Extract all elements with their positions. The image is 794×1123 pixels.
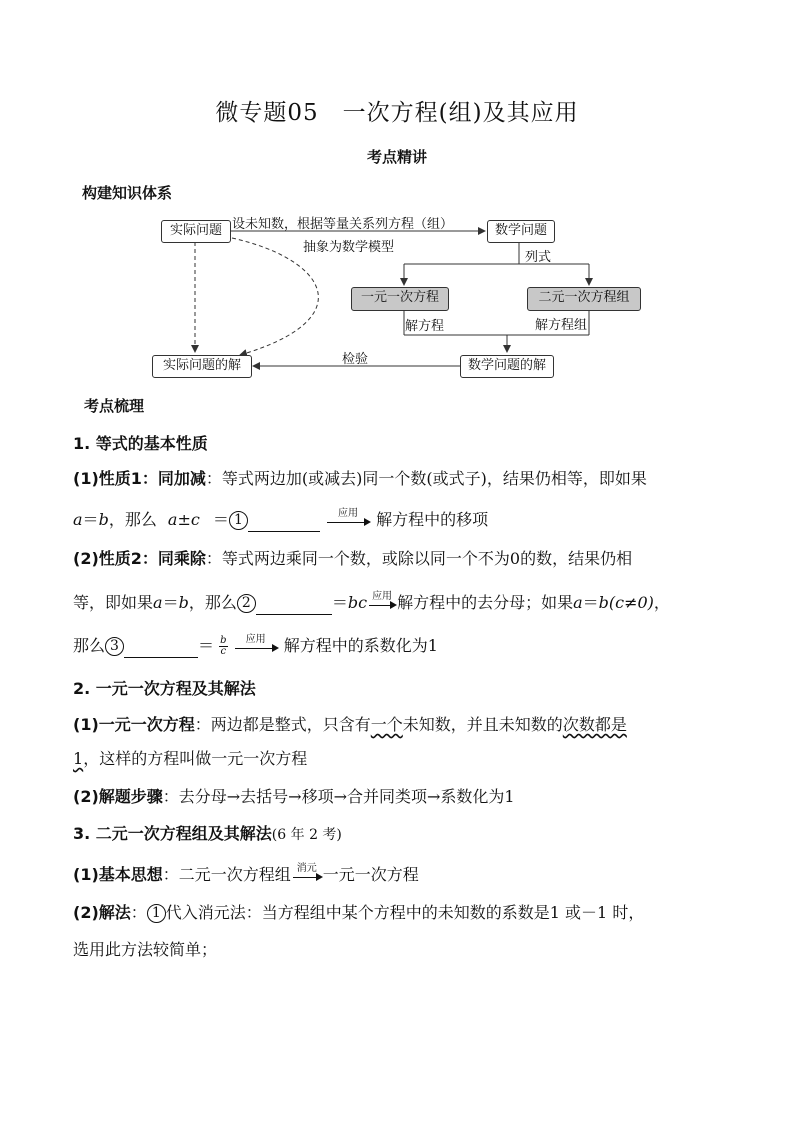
s3-heading: 3. 二元一次方程组及其解法 bbox=[73, 824, 272, 843]
s2-p2-head: (2)解题步骤 bbox=[73, 787, 163, 806]
knowledge-heading: 构建知识体系 bbox=[82, 184, 173, 202]
node-actual-problem: 实际问题 bbox=[161, 220, 231, 243]
s1-p1-text: ：等式两边加(或减去)同一个数(或式子)，结果仍相等，即如果 bbox=[205, 469, 647, 488]
arrow-label: 应用 bbox=[338, 507, 359, 519]
apply-arrow-icon bbox=[325, 507, 371, 532]
text: 代入消元法：当方程组中某个方程中的未知数的系数是1 或－1 时， bbox=[165, 903, 645, 922]
node-math-problem: 数学问题 bbox=[487, 220, 555, 243]
label-list: 列式 bbox=[525, 250, 552, 265]
text: 一元一次方程 bbox=[322, 865, 419, 884]
text: ：二元一次方程组 bbox=[162, 865, 291, 884]
s1-p1-line1 bbox=[73, 466, 647, 489]
apply-arrow-icon bbox=[367, 590, 397, 615]
text: ： bbox=[130, 903, 147, 922]
s3-heading-row bbox=[73, 821, 342, 844]
text: 等，即如果 bbox=[73, 593, 154, 612]
equals-sign: ＝ bbox=[198, 636, 215, 655]
equals-sign: ＝ bbox=[331, 593, 348, 612]
fill-blank-2[interactable] bbox=[256, 596, 332, 615]
arrow-label: 应用 bbox=[245, 633, 266, 645]
s2-p1-head: (1)一元一次方程 bbox=[73, 715, 195, 734]
label-setup: 设未知数，根据等量关系列方程（组） bbox=[232, 217, 454, 232]
s1-p1-line2 bbox=[73, 507, 488, 532]
var-a: a bbox=[73, 510, 83, 529]
s2-heading: 2. 一元一次方程及其解法 bbox=[73, 679, 256, 698]
node-linear-system: 二元一次方程组 bbox=[527, 287, 641, 311]
then-text: ，那么 bbox=[188, 593, 237, 612]
equals-sign: ＝ bbox=[582, 593, 599, 612]
node-actual-solution: 实际问题的解 bbox=[152, 355, 252, 378]
blank-number-3: 3 bbox=[105, 637, 124, 656]
emphasis-text: 次数都是 bbox=[562, 715, 627, 734]
var-b: b bbox=[98, 510, 109, 529]
text: 那么 bbox=[73, 636, 106, 655]
expr-a-pm-c: a±c bbox=[167, 510, 200, 529]
expr-bc: bc bbox=[347, 593, 368, 612]
text: ：去分母→去括号→移项→合并同类项→系数化为1 bbox=[162, 787, 515, 806]
var-b: b bbox=[178, 593, 189, 612]
blank-number-2: 2 bbox=[237, 594, 256, 613]
s1-p1-head: (1)性质1：同加减 bbox=[73, 469, 206, 488]
var-a: a bbox=[573, 593, 583, 612]
node-linear-equation: 一元一次方程 bbox=[351, 287, 449, 311]
s3-p2-head: (2)解法 bbox=[73, 903, 131, 922]
s1-heading: 1. 等式的基本性质 bbox=[73, 434, 208, 453]
equals-sign: ＝ bbox=[212, 510, 229, 529]
text: 解方程中的去分母；如果 bbox=[397, 593, 574, 612]
s3-p1-head: (1)基本思想 bbox=[73, 865, 163, 884]
section-subtitle: 考点精讲 bbox=[366, 148, 427, 166]
apply-arrow-icon bbox=[233, 633, 279, 658]
arrow-label: 消元 bbox=[296, 862, 317, 874]
page-title: 微专题05 一次方程(组)及其应用 bbox=[215, 100, 579, 126]
s1-p2-line2 bbox=[73, 590, 670, 615]
label-check: 检验 bbox=[342, 352, 369, 367]
blank-number-1: 1 bbox=[229, 511, 248, 530]
diagram-connectors bbox=[0, 0, 794, 390]
then-text: ，那么 bbox=[108, 510, 157, 529]
label-model: 抽象为数学模型 bbox=[303, 240, 395, 255]
text: ，这样的方程叫做一元一次方程 bbox=[83, 749, 308, 768]
node-math-solution: 数学问题的解 bbox=[460, 355, 554, 378]
s2-p1-line2 bbox=[73, 746, 307, 769]
var-a: a bbox=[153, 593, 163, 612]
s1-p2-line3 bbox=[73, 633, 438, 658]
arrow-label: 应用 bbox=[372, 590, 393, 602]
s3-heading-note: (6 年 2 考) bbox=[271, 827, 342, 843]
text: 未知数，并且未知数的 bbox=[402, 715, 563, 734]
comma: ， bbox=[653, 593, 670, 612]
s2-p2-line bbox=[73, 784, 515, 807]
frac-num: b bbox=[220, 635, 227, 646]
label-solve-system: 解方程组 bbox=[535, 318, 588, 333]
s3-p2-line2: 选用此方法较简单； bbox=[73, 940, 218, 959]
fraction-b-over-c bbox=[219, 636, 227, 657]
equals-sign: ＝ bbox=[162, 593, 179, 612]
s3-p2-line1 bbox=[73, 900, 644, 923]
eliminate-arrow-icon bbox=[291, 862, 323, 887]
s1-p2-line1 bbox=[73, 546, 632, 569]
text: ：两边都是整式，只含有 bbox=[194, 715, 371, 734]
knowledge-diagram bbox=[0, 0, 794, 390]
method-number-1: 1 bbox=[147, 904, 166, 923]
s3-p1-line bbox=[73, 862, 419, 887]
s1-p2-text: ：等式两边乘同一个数，或除以同一个不为0的数，结果仍相 bbox=[205, 549, 633, 568]
s1-p1-tail: 解方程中的移项 bbox=[376, 510, 489, 529]
arrow-model bbox=[232, 238, 318, 355]
fill-blank-1[interactable] bbox=[248, 513, 320, 532]
equals-sign: ＝ bbox=[82, 510, 99, 529]
fill-blank-3[interactable] bbox=[124, 639, 198, 658]
text: 解方程中的系数化为1 bbox=[283, 636, 438, 655]
emphasis-text: 1 bbox=[73, 749, 84, 768]
frac-den: c bbox=[220, 646, 227, 657]
emphasis-text: 一个 bbox=[370, 715, 403, 734]
label-solve-equation: 解方程 bbox=[405, 319, 445, 334]
s1-p2-head: (2)性质2：同乘除 bbox=[73, 549, 206, 568]
s2-p1-line1 bbox=[73, 712, 627, 735]
expr-b-c-nonzero: b(c≠0) bbox=[598, 593, 654, 612]
review-heading: 考点梳理 bbox=[84, 397, 145, 415]
